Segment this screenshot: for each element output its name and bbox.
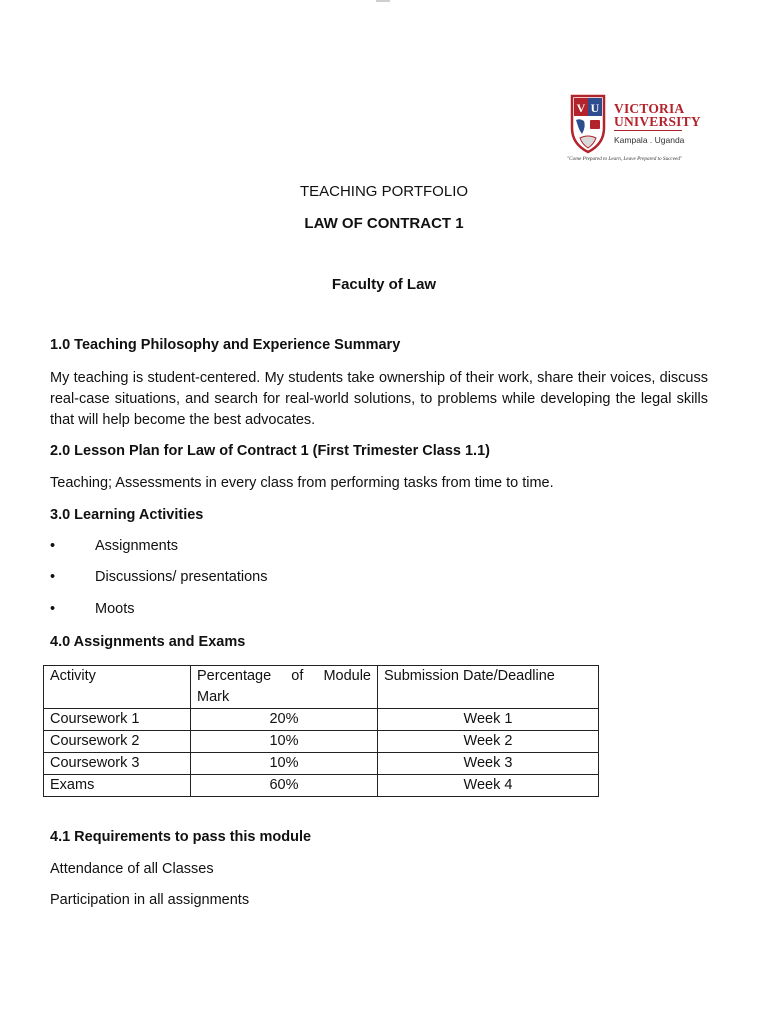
list-item-text: Assignments bbox=[95, 538, 179, 554]
table-cell: 60% bbox=[191, 775, 378, 797]
svg-text:V: V bbox=[576, 101, 586, 115]
table-cell: Coursework 1 bbox=[44, 709, 191, 731]
bullet-icon: • bbox=[50, 601, 56, 617]
section-heading-assessments: 4.0 Assignments and Exams bbox=[50, 634, 246, 650]
list-item-text: Discussions/ presentations bbox=[95, 569, 268, 585]
table-row bbox=[44, 709, 599, 731]
bullet-icon: • bbox=[50, 538, 56, 554]
table-cell: 20% bbox=[191, 709, 378, 731]
table-row bbox=[44, 731, 599, 753]
column-header: Percentage of Module bbox=[197, 668, 371, 684]
section-heading-requirements: 4.1 Requirements to pass this module bbox=[50, 829, 312, 845]
section-heading-lesson-plan: 2.0 Lesson Plan for Law of Contract 1 (First Trimester Class 1.1) bbox=[50, 443, 490, 459]
faculty-title: Faculty of Law bbox=[331, 276, 437, 293]
requirement-item: Participation in all assignments bbox=[50, 892, 250, 908]
table-row bbox=[44, 753, 599, 775]
table-cell: Coursework 3 bbox=[44, 753, 191, 775]
column-header-percentage bbox=[191, 666, 378, 709]
table-cell: Coursework 2 bbox=[44, 731, 191, 753]
section-heading-activities: 3.0 Learning Activities bbox=[50, 507, 204, 523]
logo-tagline: "Come Prepared to Learn, Leave Prepared to Succeed" bbox=[567, 156, 683, 162]
column-header: Activity bbox=[44, 666, 191, 709]
page-marker bbox=[376, 0, 390, 2]
table-row bbox=[44, 775, 599, 797]
column-header: Mark bbox=[197, 689, 230, 705]
university-logo bbox=[566, 92, 701, 170]
section-heading-philosophy: 1.0 Teaching Philosophy and Experience Summary bbox=[50, 337, 401, 353]
logo-wordmark-line1: VICTORIA bbox=[614, 101, 685, 116]
table-cell: Week 3 bbox=[378, 753, 599, 775]
table-cell: Week 4 bbox=[378, 775, 599, 797]
table-cell: Exams bbox=[44, 775, 191, 797]
table-header-row bbox=[44, 666, 599, 709]
philosophy-paragraph: My teaching is student-centered. My students take ownership of their work, share their voices, discuss real-case situations, and search for real-world solutions, to problems while developing the legal skills that will help become the best advocates. bbox=[50, 370, 708, 428]
document-title: TEACHING PORTFOLIO bbox=[299, 183, 469, 200]
course-title: LAW OF CONTRACT 1 bbox=[304, 215, 464, 232]
shield-icon bbox=[570, 94, 606, 154]
logo-wordmark-line2: UNIVERSITY bbox=[614, 114, 701, 129]
table-cell: 10% bbox=[191, 731, 378, 753]
bullet-icon: • bbox=[50, 569, 56, 585]
requirement-item: Attendance of all Classes bbox=[50, 861, 214, 877]
table-cell: Week 1 bbox=[378, 709, 599, 731]
logo-divider bbox=[614, 130, 682, 131]
column-header: Submission Date/Deadline bbox=[378, 666, 599, 709]
logo-location: Kampala . Uganda bbox=[614, 135, 685, 145]
svg-text:U: U bbox=[590, 101, 600, 115]
table-cell: 10% bbox=[191, 753, 378, 775]
lesson-plan-paragraph: Teaching; Assessments in every class from performing tasks from time to time. bbox=[50, 475, 554, 491]
assessment-table bbox=[43, 665, 599, 797]
list-item-text: Moots bbox=[95, 601, 135, 617]
table-cell: Week 2 bbox=[378, 731, 599, 753]
